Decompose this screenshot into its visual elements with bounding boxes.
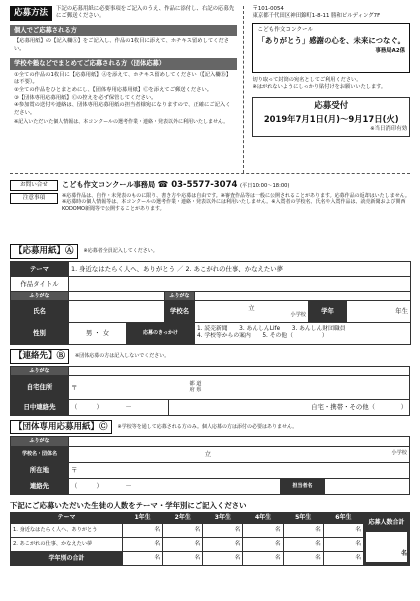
period-box	[252, 97, 410, 137]
group-step: ①全ての作品の1枚目に【応募用紙】Ⓐを添えて、ホチキス留めしてください（【記入欄Ⓑ】は不要）。	[14, 71, 232, 86]
name-field[interactable]	[69, 300, 165, 322]
phone-number: ☎ 03-5577-3074	[157, 180, 238, 190]
application-method	[10, 6, 244, 173]
group-step: ③【団体専用応募用紙】Ⓒの控えを必ず保管してください。	[14, 94, 157, 101]
office-hours: (平日10:00～18:00)	[239, 183, 290, 189]
gender-options[interactable]: 男 ・ 女	[69, 322, 127, 344]
office-title: こども作文コンクール事務局	[62, 180, 156, 189]
form-a-header	[10, 244, 410, 259]
form-b-title: 【連絡先】Ⓑ	[10, 349, 69, 364]
tally-header-grade4: 4年生	[243, 512, 283, 523]
school-furigana-label: ふりがな	[165, 291, 195, 300]
location-label: 所在地	[11, 462, 69, 478]
address-furigana-field[interactable]	[69, 366, 410, 375]
grade-label: 学年	[309, 300, 347, 322]
group-steps	[10, 70, 237, 118]
inquiry-tag: お問い合せ	[10, 180, 58, 191]
daytime-phone-field[interactable]: （ ） －	[69, 399, 169, 415]
home-address-field[interactable]: 〒 都 道 府 県	[69, 375, 410, 399]
contest-name: こども作文コンクール	[257, 27, 314, 34]
form-a-note: ※応募者全員記入してください。	[83, 248, 158, 255]
tally-row-label: 学年別の合計	[11, 551, 123, 565]
form-c-note: ※学校等を通して応募される方のみ。個人応募の方は添付の必要はありません。	[117, 423, 298, 430]
office-name: 事務局A2係	[375, 48, 405, 55]
theme-options[interactable]: 1. 身近なはたらく人へ、ありがとう ／ 2. あこがれの仕事、かなえたい夢	[69, 261, 411, 276]
gender-label: 性別	[11, 322, 69, 344]
group-heading: 学校や塾などでまとめてご応募される方（団体応募）	[10, 58, 237, 70]
furigana-label: ふりがな	[11, 291, 69, 300]
home-address-label: 自宅住所	[11, 375, 69, 399]
trigger-options[interactable]: 1. 読売新聞 3. あんしんLife 3. あんしん財団職員 4. 学校等からの案内 5. その他（ ）	[195, 322, 411, 344]
name-furigana-field[interactable]	[69, 291, 165, 300]
form-b-header	[10, 349, 410, 364]
person-in-charge-label: 担当者名	[281, 478, 325, 494]
location-field[interactable]: 〒	[69, 462, 410, 478]
phone-type-options[interactable]: 自宅・携帯・その他（ ）	[169, 399, 410, 415]
notice-text: ※応募作品は、自作・未発表のものに限り、書き方や応募は自由です。※審査作品等は一般に公開されることがあります。応募作品の返却はいたしません。 ※応募時の個人情報等は、本コンクールの選考作業・連絡・発表以外には利用いたしません。※入賞者の学校名、氏名や入賞作品は、読売新聞および関西KODOMO新聞等で公開することがあります。	[62, 192, 410, 213]
tally-title: 下記にご応募いただいた生徒の人数をテーマ・学年別にご記入ください	[10, 500, 247, 510]
tally-header-grade3: 3年生	[203, 512, 243, 523]
school-field[interactable]: 立 小学校	[195, 300, 309, 322]
furigana-label: ふりがな	[11, 366, 69, 375]
theme-label: テーマ	[11, 261, 69, 276]
individual-body: 【応募用紙】の【記入欄Ⓐ】をご記入し、作品の1枚目に添えて、ホチキス留めしてください。	[14, 38, 230, 53]
contact-phone-field[interactable]: （ ） －	[69, 478, 281, 494]
table-row: 学年別の合計 名 名 名 名 名 名	[11, 551, 410, 565]
table-row: 2. あこがれの仕事、かなえたい夢 名 名 名 名 名 名	[11, 537, 410, 551]
individual-heading: 個人でご応募される方	[10, 25, 237, 37]
daytime-phone-label: 日中連絡先	[11, 399, 69, 415]
contact-label: 連絡先	[11, 478, 69, 494]
period-label: 応募受付	[314, 101, 349, 112]
table-row: 1. 身近なはたらく人へ、ありがとう 名 名 名 名 名 名	[11, 523, 410, 537]
group-step: ②全ての作品をひとまとめにし、【団体専用応募用紙】Ⓒを添えてご郵送ください。	[14, 87, 213, 94]
cut-note-2: ※はがれないようにしっかり貼付けをお願いいたします。	[252, 84, 387, 91]
form-c-table	[10, 436, 410, 494]
school-label: 学校名	[165, 300, 195, 322]
tally-header-grade6: 6年生	[323, 512, 363, 523]
form-b-table	[10, 366, 410, 416]
tally-header-total: 応募人数合計	[368, 518, 405, 526]
form-a-table	[10, 261, 411, 345]
tally-header-grade2: 2年生	[163, 512, 203, 523]
group-note: ※記入いただいた個人情報は、本コンクールの選考作業・連絡・発表以外に利用いたしません。	[14, 118, 229, 125]
tally-header-grade5: 5年生	[283, 512, 323, 523]
postal-code: 〒101-0054	[252, 6, 284, 12]
group-step: ④参加賞の送付や連絡は、団体専用応募用紙の担当者様宛になりますので、正確にご記入ください。	[14, 102, 231, 117]
furigana-label: ふりがな	[11, 437, 69, 446]
street-address: 東京都千代田区神田錦町1-8-11 勝和ビルディング7F	[252, 13, 381, 20]
trigger-label: 応募のきっかけ	[127, 322, 195, 344]
work-title-field[interactable]	[69, 276, 411, 291]
inquiry-contact	[62, 180, 410, 191]
cut-note: 切り取って封筒の宛名としてご利用ください。	[252, 77, 362, 84]
group-name-label: 学校名・団体名	[11, 446, 69, 462]
tally-header-grade1: 1年生	[123, 512, 163, 523]
tally-total-column[interactable]: 応募人数合計 名	[364, 512, 410, 565]
tally-row-label: 1. 身近なはたらく人へ、ありがとう	[11, 523, 123, 537]
contest-slogan: 「ありがとう」感謝の心を、未来につなぐ。	[257, 36, 405, 46]
form-b-note: ※団体応募の方は記入しないでください。	[75, 353, 170, 360]
tally-row-label: 2. あこがれの仕事、かなえたい夢	[11, 537, 123, 551]
school-furigana-field[interactable]	[195, 291, 411, 300]
method-intro: 下記の応募用紙に必要事項をご記入のうえ、作品に添付し、右記の応募先にご郵送ください。	[56, 6, 235, 20]
form-c-title: 【団体専用応募用紙】Ⓒ	[10, 420, 112, 435]
person-in-charge-field[interactable]	[325, 478, 410, 494]
period-dates: 2019年7月1日(月)～9月17日(火)	[263, 113, 399, 124]
notice-tag: 注意事項	[10, 193, 58, 204]
mailing-address-panel	[244, 6, 410, 173]
top-section	[10, 6, 410, 174]
group-furigana-field[interactable]	[69, 437, 410, 446]
postmark-note: ※当日消印有効	[370, 126, 407, 133]
work-title-label: 作品タイトル	[11, 276, 69, 291]
address-label-box	[252, 23, 410, 73]
group-name-field[interactable]: 立 小学校	[69, 446, 410, 462]
method-title: 応募方法	[10, 6, 52, 21]
name-label: 氏名	[11, 300, 69, 322]
tally-table	[10, 512, 410, 566]
tally-header-theme: テーマ	[11, 512, 123, 523]
form-c-header	[10, 420, 410, 435]
inquiry-section	[10, 180, 410, 240]
grade-field[interactable]: 年生	[347, 300, 411, 322]
form-a-title: 【応募用紙】Ⓐ	[10, 244, 78, 259]
